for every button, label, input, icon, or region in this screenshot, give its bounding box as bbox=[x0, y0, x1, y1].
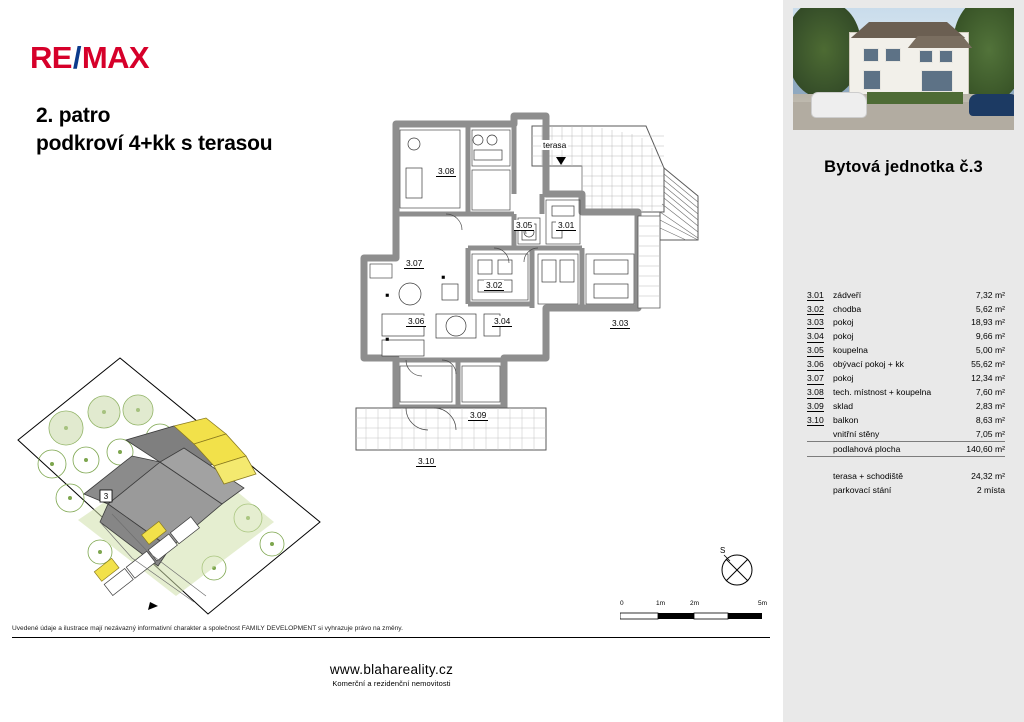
room-name: balkon bbox=[833, 414, 859, 425]
table-row bbox=[807, 385, 1005, 399]
room-area: 7,32 m² bbox=[975, 289, 1005, 300]
room-name: koupelna bbox=[833, 345, 868, 356]
photo-window-4 bbox=[939, 50, 953, 63]
room-area: 55,62 m² bbox=[971, 359, 1005, 370]
room-name: pokoj bbox=[833, 373, 854, 384]
room-area: 7,60 m² bbox=[975, 387, 1005, 398]
disclaimer-text: Uvedené údaje a ilustrace mají nezávazný informativní charakter a společnost FAMILY DEVELOPMENT si vyhrazuje právo na změny. bbox=[12, 625, 403, 632]
extra-area: 24,32 m² bbox=[971, 470, 1005, 481]
room-code: 3.08 bbox=[807, 387, 824, 398]
scale-tick-1m: 1m bbox=[656, 600, 666, 607]
terrace-arrow-icon bbox=[554, 156, 568, 166]
table-row bbox=[807, 413, 1005, 427]
outdoor-stairs bbox=[660, 168, 698, 240]
table-row-extra bbox=[807, 483, 1005, 497]
room-code: 3.07 bbox=[807, 373, 824, 384]
table-row bbox=[807, 330, 1005, 344]
room-name: obývací pokoj + kk bbox=[833, 359, 904, 370]
site-plan-svg bbox=[8, 352, 328, 620]
photo-window-5 bbox=[863, 70, 881, 90]
room-schedule bbox=[807, 288, 1005, 497]
footer-website[interactable]: www.blahareality.cz bbox=[329, 662, 454, 677]
scale-tick-0: 0 bbox=[620, 600, 624, 607]
photo-window-6 bbox=[921, 70, 953, 92]
plan-label-3-06: 3.06 bbox=[408, 316, 425, 326]
photo-car-white bbox=[811, 92, 867, 118]
total-label: podlahová plocha bbox=[833, 442, 945, 457]
room-code: 3.04 bbox=[807, 331, 824, 342]
room-area: 7,05 m² bbox=[975, 428, 1005, 439]
room-code: 3.02 bbox=[807, 303, 824, 314]
scale-bar-graphic bbox=[620, 610, 770, 624]
logo-slash: / bbox=[72, 40, 81, 75]
compass-rose bbox=[712, 543, 762, 593]
room-name: sklad bbox=[833, 400, 854, 411]
footer-divider bbox=[12, 637, 770, 638]
total-area: 140,60 m² bbox=[945, 442, 1005, 457]
scale-tick-5m: 5m bbox=[758, 600, 768, 607]
table-row bbox=[807, 372, 1005, 386]
table-row bbox=[807, 358, 1005, 372]
room-area: 8,63 m² bbox=[975, 414, 1005, 425]
site-plan bbox=[8, 352, 328, 620]
plan-label-3-08: 3.08 bbox=[438, 166, 455, 176]
extra-area: 2 místa bbox=[976, 484, 1005, 495]
plan-label-3-02: 3.02 bbox=[486, 280, 503, 290]
room-code: 3.06 bbox=[807, 359, 824, 370]
scale-bar-labels bbox=[620, 600, 770, 610]
table-row bbox=[807, 316, 1005, 330]
room-name: pokoj bbox=[833, 317, 854, 328]
table-row bbox=[807, 288, 1005, 302]
compass-north-label: S bbox=[720, 546, 726, 555]
terrace-area bbox=[532, 126, 664, 212]
table-row bbox=[807, 302, 1005, 316]
photo-window-3 bbox=[919, 50, 933, 63]
footer bbox=[0, 662, 783, 688]
photo-car-blue bbox=[969, 94, 1014, 116]
room-code: 3.03 bbox=[807, 317, 824, 328]
room-code: 3.01 bbox=[807, 289, 824, 300]
room-area: 9,66 m² bbox=[975, 331, 1005, 342]
plan-label-3-07: 3.07 bbox=[406, 258, 423, 268]
room-area: 12,34 m² bbox=[971, 373, 1005, 384]
logo-text-left: RE bbox=[30, 40, 72, 75]
compass-icon bbox=[712, 543, 762, 593]
plan-label-3-10: 3.10 bbox=[418, 456, 435, 466]
room-area: 18,93 m² bbox=[971, 317, 1005, 328]
scale-bar bbox=[620, 600, 770, 626]
room-code: 3.05 bbox=[807, 345, 824, 356]
remax-logo bbox=[30, 40, 149, 76]
extra-label: parkovací stání bbox=[833, 484, 892, 495]
table-row bbox=[807, 344, 1005, 358]
room-table bbox=[807, 288, 1005, 497]
plan-label-3-09: 3.09 bbox=[470, 410, 487, 420]
plan-label-3-05: 3.05 bbox=[516, 220, 533, 230]
page-title-line2: podkroví 4+kk s terasou bbox=[36, 131, 273, 155]
scale-tick-2m: 2m bbox=[690, 600, 700, 607]
svg-text:3: 3 bbox=[103, 492, 109, 501]
footer-tagline: Komerční a rezidenční nemovitosti bbox=[332, 679, 451, 688]
unit-title: Bytová jednotka č.3 bbox=[824, 158, 983, 176]
photo-hedge bbox=[867, 92, 963, 104]
room-code: 3.09 bbox=[807, 400, 824, 411]
table-row-total bbox=[807, 442, 1005, 457]
photo-window-1 bbox=[863, 48, 879, 62]
room-name: zádveří bbox=[833, 289, 862, 300]
room-area: 2,83 m² bbox=[975, 400, 1005, 411]
room-name: pokoj bbox=[833, 331, 854, 342]
table-row bbox=[807, 399, 1005, 413]
extra-label: terasa + schodiště bbox=[833, 470, 903, 481]
logo-text-right: MAX bbox=[81, 40, 149, 75]
room-name: tech. místnost + koupelna bbox=[833, 387, 932, 398]
plan-label-terasa: terasa bbox=[543, 140, 567, 150]
table-spacer bbox=[807, 457, 1005, 470]
plan-label-3-03: 3.03 bbox=[612, 318, 629, 328]
photo-window-2 bbox=[885, 48, 901, 62]
room-name: vnitřní stěny bbox=[833, 428, 880, 439]
room-area: 5,62 m² bbox=[975, 303, 1005, 314]
plan-label-3-04: 3.04 bbox=[494, 316, 511, 326]
page-title bbox=[36, 102, 272, 157]
room-name: chodba bbox=[833, 303, 862, 314]
room-code: 3.10 bbox=[807, 414, 824, 425]
table-row bbox=[807, 427, 1005, 441]
balcony-area bbox=[356, 408, 546, 450]
page-title-line1: 2. patro bbox=[36, 104, 111, 127]
info-sidebar bbox=[783, 0, 1024, 722]
plan-label-3-01: 3.01 bbox=[558, 220, 575, 230]
exterior-photo bbox=[793, 8, 1014, 130]
room-area: 5,00 m² bbox=[975, 345, 1005, 356]
table-row-extra bbox=[807, 469, 1005, 483]
